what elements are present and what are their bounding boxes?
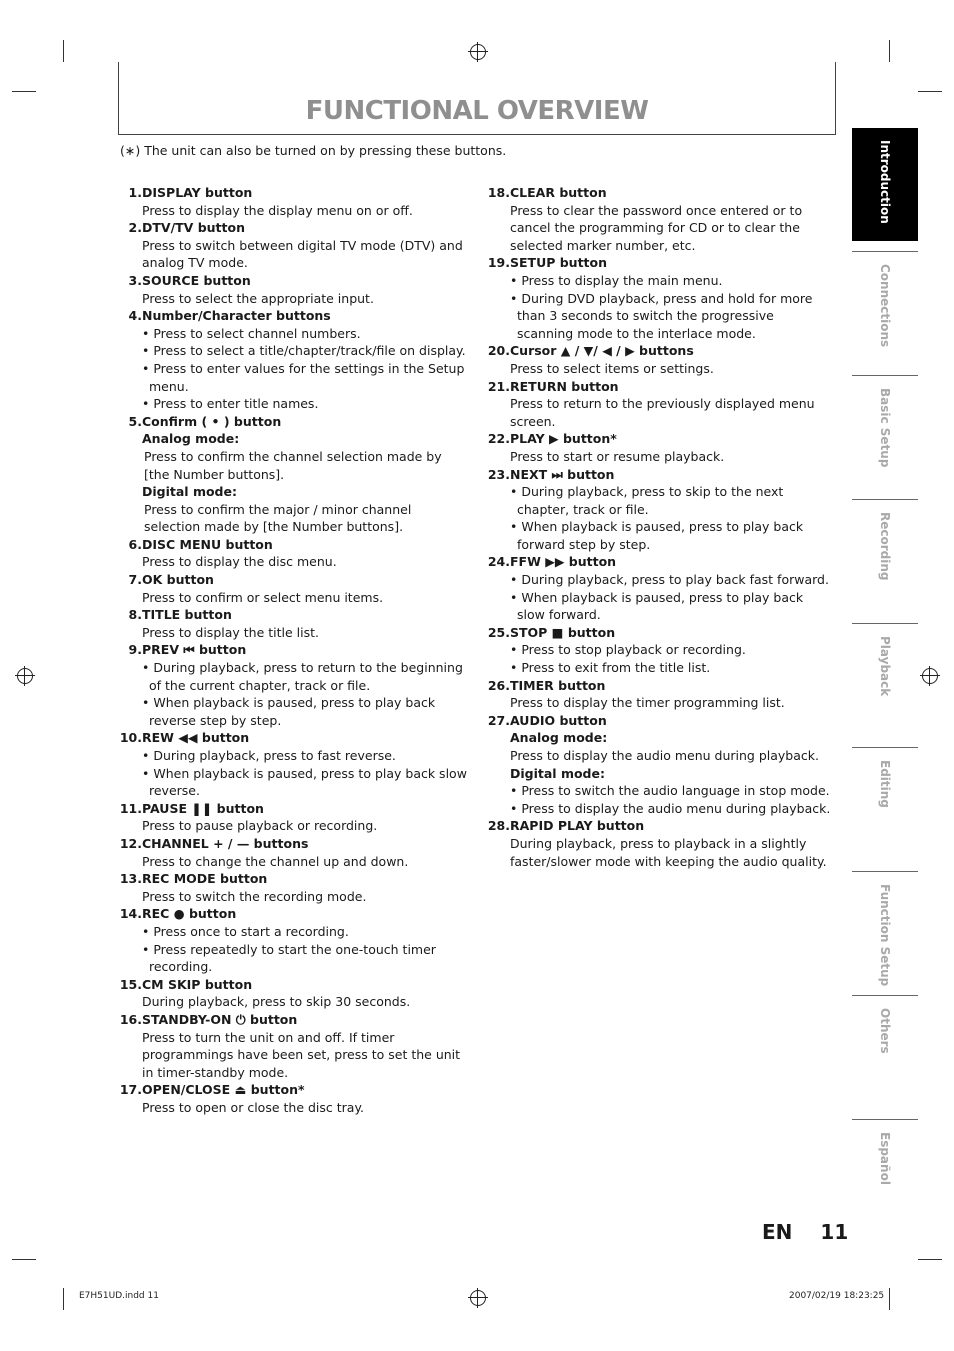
item-heading: [486, 378, 831, 396]
bullet-text: • Press to enter title names.: [118, 395, 470, 413]
function-item: [118, 905, 470, 975]
item-label: Confirm ( • ) button: [142, 413, 282, 429]
item-heading: [486, 712, 831, 730]
item-number: 25.: [487, 624, 510, 640]
item-label: CLEAR button: [510, 185, 607, 200]
item-heading: [118, 1081, 470, 1099]
item-label: TIMER button: [510, 677, 606, 693]
description-text: Press to display the display menu on or off.: [142, 202, 413, 218]
bullet-text: • Press to stop playback or recording.: [486, 641, 831, 659]
item-heading: [118, 835, 470, 853]
tab-introduction: [852, 128, 918, 241]
item-number: 11.: [119, 800, 142, 816]
item-number: 26.: [487, 677, 510, 693]
function-item: [486, 677, 831, 712]
item-number: 13.: [119, 871, 142, 887]
crop-mark: [63, 40, 64, 62]
function-item: [486, 342, 831, 377]
description-text: Press to return to the previously displayed menu screen.: [510, 396, 815, 429]
item-label: STANDBY-ON ⏻ button: [142, 1011, 298, 1027]
mode-heading: Analog mode:: [510, 730, 608, 746]
item-heading: [118, 184, 470, 202]
function-item: [486, 466, 831, 554]
function-item: [118, 835, 470, 870]
item-number: 14.: [119, 906, 142, 922]
item-number: 19.: [487, 255, 510, 271]
bullet-text: • During playback, press to fast reverse.: [118, 747, 470, 765]
crop-mark: [63, 1288, 64, 1310]
function-item: [118, 219, 470, 272]
description-text: Press to display the audio menu during playback.: [510, 748, 819, 763]
description-text: Press to display the disc menu.: [142, 554, 337, 570]
tab-connections: [852, 251, 918, 365]
crop-mark: [918, 1259, 942, 1260]
item-number: 20.: [487, 343, 510, 359]
bullet-text: • Press to exit from the title list.: [486, 659, 831, 677]
function-item: [486, 817, 831, 870]
item-number: 5.: [128, 413, 142, 429]
item-label: DISPLAY button: [142, 185, 253, 200]
bullet-text: • Press once to start a recording.: [118, 923, 470, 941]
description-text: Press to confirm or select menu items.: [142, 589, 384, 605]
function-item: [118, 571, 470, 606]
bullet-text: • Press to display the audio menu during playback.: [486, 800, 831, 818]
description-text: Press to start or resume playback.: [510, 448, 725, 464]
function-item: [118, 606, 470, 641]
description-text: Press to confirm the major / minor channel selection made by [the Number buttons].: [144, 501, 412, 535]
tab-label: Others: [878, 1008, 892, 1054]
item-number: 8.: [128, 607, 142, 623]
tab-label: Español: [878, 1132, 892, 1185]
item-number: 6.: [128, 536, 142, 552]
item-heading: [118, 1011, 470, 1029]
tab-label: Recording: [878, 512, 892, 581]
function-item: [486, 430, 831, 465]
crop-mark: [918, 91, 942, 92]
item-label: SETUP button: [510, 255, 608, 271]
item-number: 15.: [119, 976, 142, 992]
registration-mark-icon: [922, 668, 938, 684]
item-label: Number/Character buttons: [142, 308, 331, 324]
function-item: [118, 272, 470, 307]
item-label: PAUSE ❚❚ button: [142, 800, 264, 816]
item-number: 3.: [128, 272, 142, 288]
section-tabs: [852, 128, 918, 1243]
item-number: 28.: [487, 818, 510, 834]
tab-others: [852, 995, 918, 1109]
left-column: [118, 184, 470, 1116]
item-number: 18.: [487, 185, 510, 200]
item-number: 23.: [487, 466, 510, 482]
item-label: DISC MENU button: [142, 536, 273, 552]
item-label: Cursor ▲ / ▼/ ◀ / ▶ buttons: [510, 343, 694, 359]
item-number: 22.: [487, 431, 510, 447]
item-heading: [118, 870, 470, 888]
item-heading: [118, 800, 470, 818]
crop-mark: [12, 1259, 36, 1260]
right-column: [486, 184, 831, 870]
page-title: FUNCTIONAL OVERVIEW: [305, 96, 649, 126]
bullet-text: • During playback, press to skip to the next chapter, track or file.: [486, 483, 831, 518]
crop-mark: [889, 1288, 890, 1310]
item-heading: [118, 272, 470, 290]
item-heading: [118, 413, 470, 431]
item-heading: [118, 219, 470, 237]
power-on-note: (∗) The unit can also be turned on by pressing these buttons.: [120, 143, 507, 158]
page-number: 11: [820, 1220, 849, 1244]
item-heading: [118, 536, 470, 554]
item-heading: [486, 624, 831, 642]
item-label: REC MODE button: [142, 871, 268, 887]
item-heading: [486, 817, 831, 835]
bullet-text: • Press to select a title/chapter/track/file on display.: [118, 342, 470, 360]
item-number: 7.: [128, 572, 142, 588]
item-heading: [486, 553, 831, 571]
bullet-text: • Press to display the main menu.: [486, 272, 831, 290]
item-label: OPEN/CLOSE ⏏ button*: [142, 1082, 305, 1098]
bullet-text: • During playback, press to return to the beginning of the current chapter, track or file.: [118, 659, 470, 694]
bullet-text: • Press to switch the audio language in stop mode.: [486, 782, 831, 800]
item-label: RAPID PLAY button: [510, 818, 645, 834]
function-item: [118, 413, 470, 536]
item-number: 2.: [128, 220, 142, 236]
tab-basic-setup: [852, 375, 918, 489]
bullet-text: • Press repeatedly to start the one-touch timer recording.: [118, 941, 470, 976]
item-number: 4.: [128, 308, 142, 324]
bullet-text: • Press to enter values for the settings in the Setup menu.: [118, 360, 470, 395]
item-number: 16.: [119, 1011, 142, 1027]
item-heading: [486, 466, 831, 484]
mode-heading: Digital mode:: [142, 484, 237, 500]
item-heading: [118, 606, 470, 624]
tab-playback: [852, 623, 918, 737]
item-heading: [118, 307, 470, 325]
item-number: 9.: [128, 642, 142, 658]
function-item: [118, 307, 470, 413]
item-heading: [118, 571, 470, 589]
description-text: Press to switch the recording mode.: [142, 888, 367, 904]
bullet-text: • During playback, press to play back fast forward.: [486, 571, 831, 589]
item-label: REC ● button: [142, 906, 237, 922]
function-item: [486, 378, 831, 431]
bullet-text: • When playback is paused, press to play back reverse step by step.: [118, 694, 470, 729]
footer-timestamp: 2007/02/19 18:23:25: [789, 1291, 885, 1301]
crop-mark: [889, 40, 890, 62]
function-item: [486, 254, 831, 342]
footer-file-name: E7H51UD.indd 11: [79, 1291, 159, 1301]
bullet-text: • During DVD playback, press and hold for more than 3 seconds to switch the progressive scanning mode to the interlace mode.: [486, 290, 831, 343]
item-heading: [486, 254, 831, 272]
registration-mark-icon: [470, 1290, 486, 1306]
tab-recording: [852, 499, 918, 613]
item-number: 21.: [487, 378, 510, 394]
description-text: Press to pause playback or recording.: [142, 818, 378, 834]
function-item: [486, 624, 831, 677]
description-text: Press to change the channel up and down.: [142, 853, 409, 869]
item-heading: [118, 976, 470, 994]
item-number: 12.: [119, 835, 142, 851]
function-item: [118, 536, 470, 571]
function-item: [118, 870, 470, 905]
crop-mark: [12, 91, 36, 92]
function-item: [118, 1081, 470, 1116]
description-text: Press to confirm the channel selection made by [the Number buttons].: [144, 448, 442, 482]
item-label: CHANNEL + / — buttons: [142, 835, 309, 851]
tab-label: Function Setup: [878, 884, 892, 987]
description-text: Press to display the timer programming list.: [510, 695, 785, 711]
description-text: Press to clear the password once entered or to cancel the programming for CD or to clear the selected marker number, etc.: [510, 202, 803, 253]
item-label: NEXT ⏭ button: [510, 466, 615, 482]
description-text: Press to select items or settings.: [510, 360, 714, 376]
item-label: PREV ⏮ button: [142, 642, 247, 658]
item-label: DTV/TV button: [142, 220, 245, 236]
item-label: STOP ■ button: [510, 624, 616, 640]
function-item: [118, 184, 470, 219]
tab-label: Editing: [878, 760, 892, 808]
function-item: [118, 800, 470, 835]
bullet-text: • When playback is paused, press to play back slow forward.: [486, 589, 831, 624]
description-text: Press to display the title list.: [142, 624, 319, 640]
tab-label: Basic Setup: [878, 388, 892, 468]
bullet-text: • When playback is paused, press to play back forward step by step.: [486, 518, 831, 553]
mode-heading: Digital mode:: [510, 765, 605, 781]
item-heading: [118, 641, 470, 659]
function-item: [118, 1011, 470, 1081]
item-number: 10.: [119, 730, 142, 746]
mode-heading: Analog mode:: [142, 431, 240, 447]
item-label: REW ◀◀ button: [142, 730, 250, 746]
description-text: Press to open or close the disc tray.: [142, 1099, 365, 1115]
bullet-text: • When playback is paused, press to play back slow reverse.: [118, 765, 470, 800]
tab-function-setup: [852, 871, 918, 985]
tab-label: Connections: [878, 264, 892, 348]
item-heading: [486, 677, 831, 695]
page-number-block: [762, 1220, 848, 1244]
function-item: [486, 184, 831, 254]
registration-mark-icon: [470, 44, 486, 60]
item-label: CM SKIP button: [142, 976, 253, 992]
item-label: PLAY ▶ button*: [510, 431, 617, 447]
item-label: OK button: [142, 572, 214, 588]
function-item: [118, 729, 470, 799]
item-label: AUDIO button: [510, 712, 607, 728]
description-text: During playback, press to playback in a slightly faster/slower mode with keeping the audio quality.: [510, 835, 827, 869]
item-heading: [486, 184, 831, 202]
description-text: Press to select the appropriate input.: [142, 290, 374, 306]
tab-espa-ol: [852, 1119, 918, 1233]
item-label: RETURN button: [510, 378, 619, 394]
item-heading: [486, 342, 831, 360]
tab-label: Playback: [878, 636, 892, 697]
bullet-text: • Press to select channel numbers.: [118, 325, 470, 343]
item-label: FFW ▶▶ button: [510, 554, 617, 570]
item-number: 27.: [487, 712, 510, 728]
item-heading: [118, 729, 470, 747]
item-number: 17.: [119, 1082, 142, 1098]
function-item: [486, 553, 831, 623]
registration-mark-icon: [17, 668, 33, 684]
item-heading: [118, 905, 470, 923]
item-heading: [486, 430, 831, 448]
function-item: [118, 641, 470, 729]
description-text: During playback, press to skip 30 seconds.: [142, 994, 411, 1010]
description-text: Press to switch between digital TV mode (DTV) and analog TV mode.: [142, 237, 463, 271]
item-number: 1.: [128, 185, 142, 200]
function-item: [486, 712, 831, 818]
tab-editing: [852, 747, 918, 861]
item-label: SOURCE button: [142, 272, 251, 288]
description-text: Press to turn the unit on and off. If timer programmings have been set, press to set the unit in timer-standby mode.: [142, 1029, 461, 1080]
item-label: TITLE button: [142, 607, 232, 623]
function-item: [118, 976, 470, 1011]
item-number: 24.: [487, 554, 510, 570]
language-code: EN: [762, 1220, 793, 1244]
tab-label: Introduction: [878, 140, 892, 224]
